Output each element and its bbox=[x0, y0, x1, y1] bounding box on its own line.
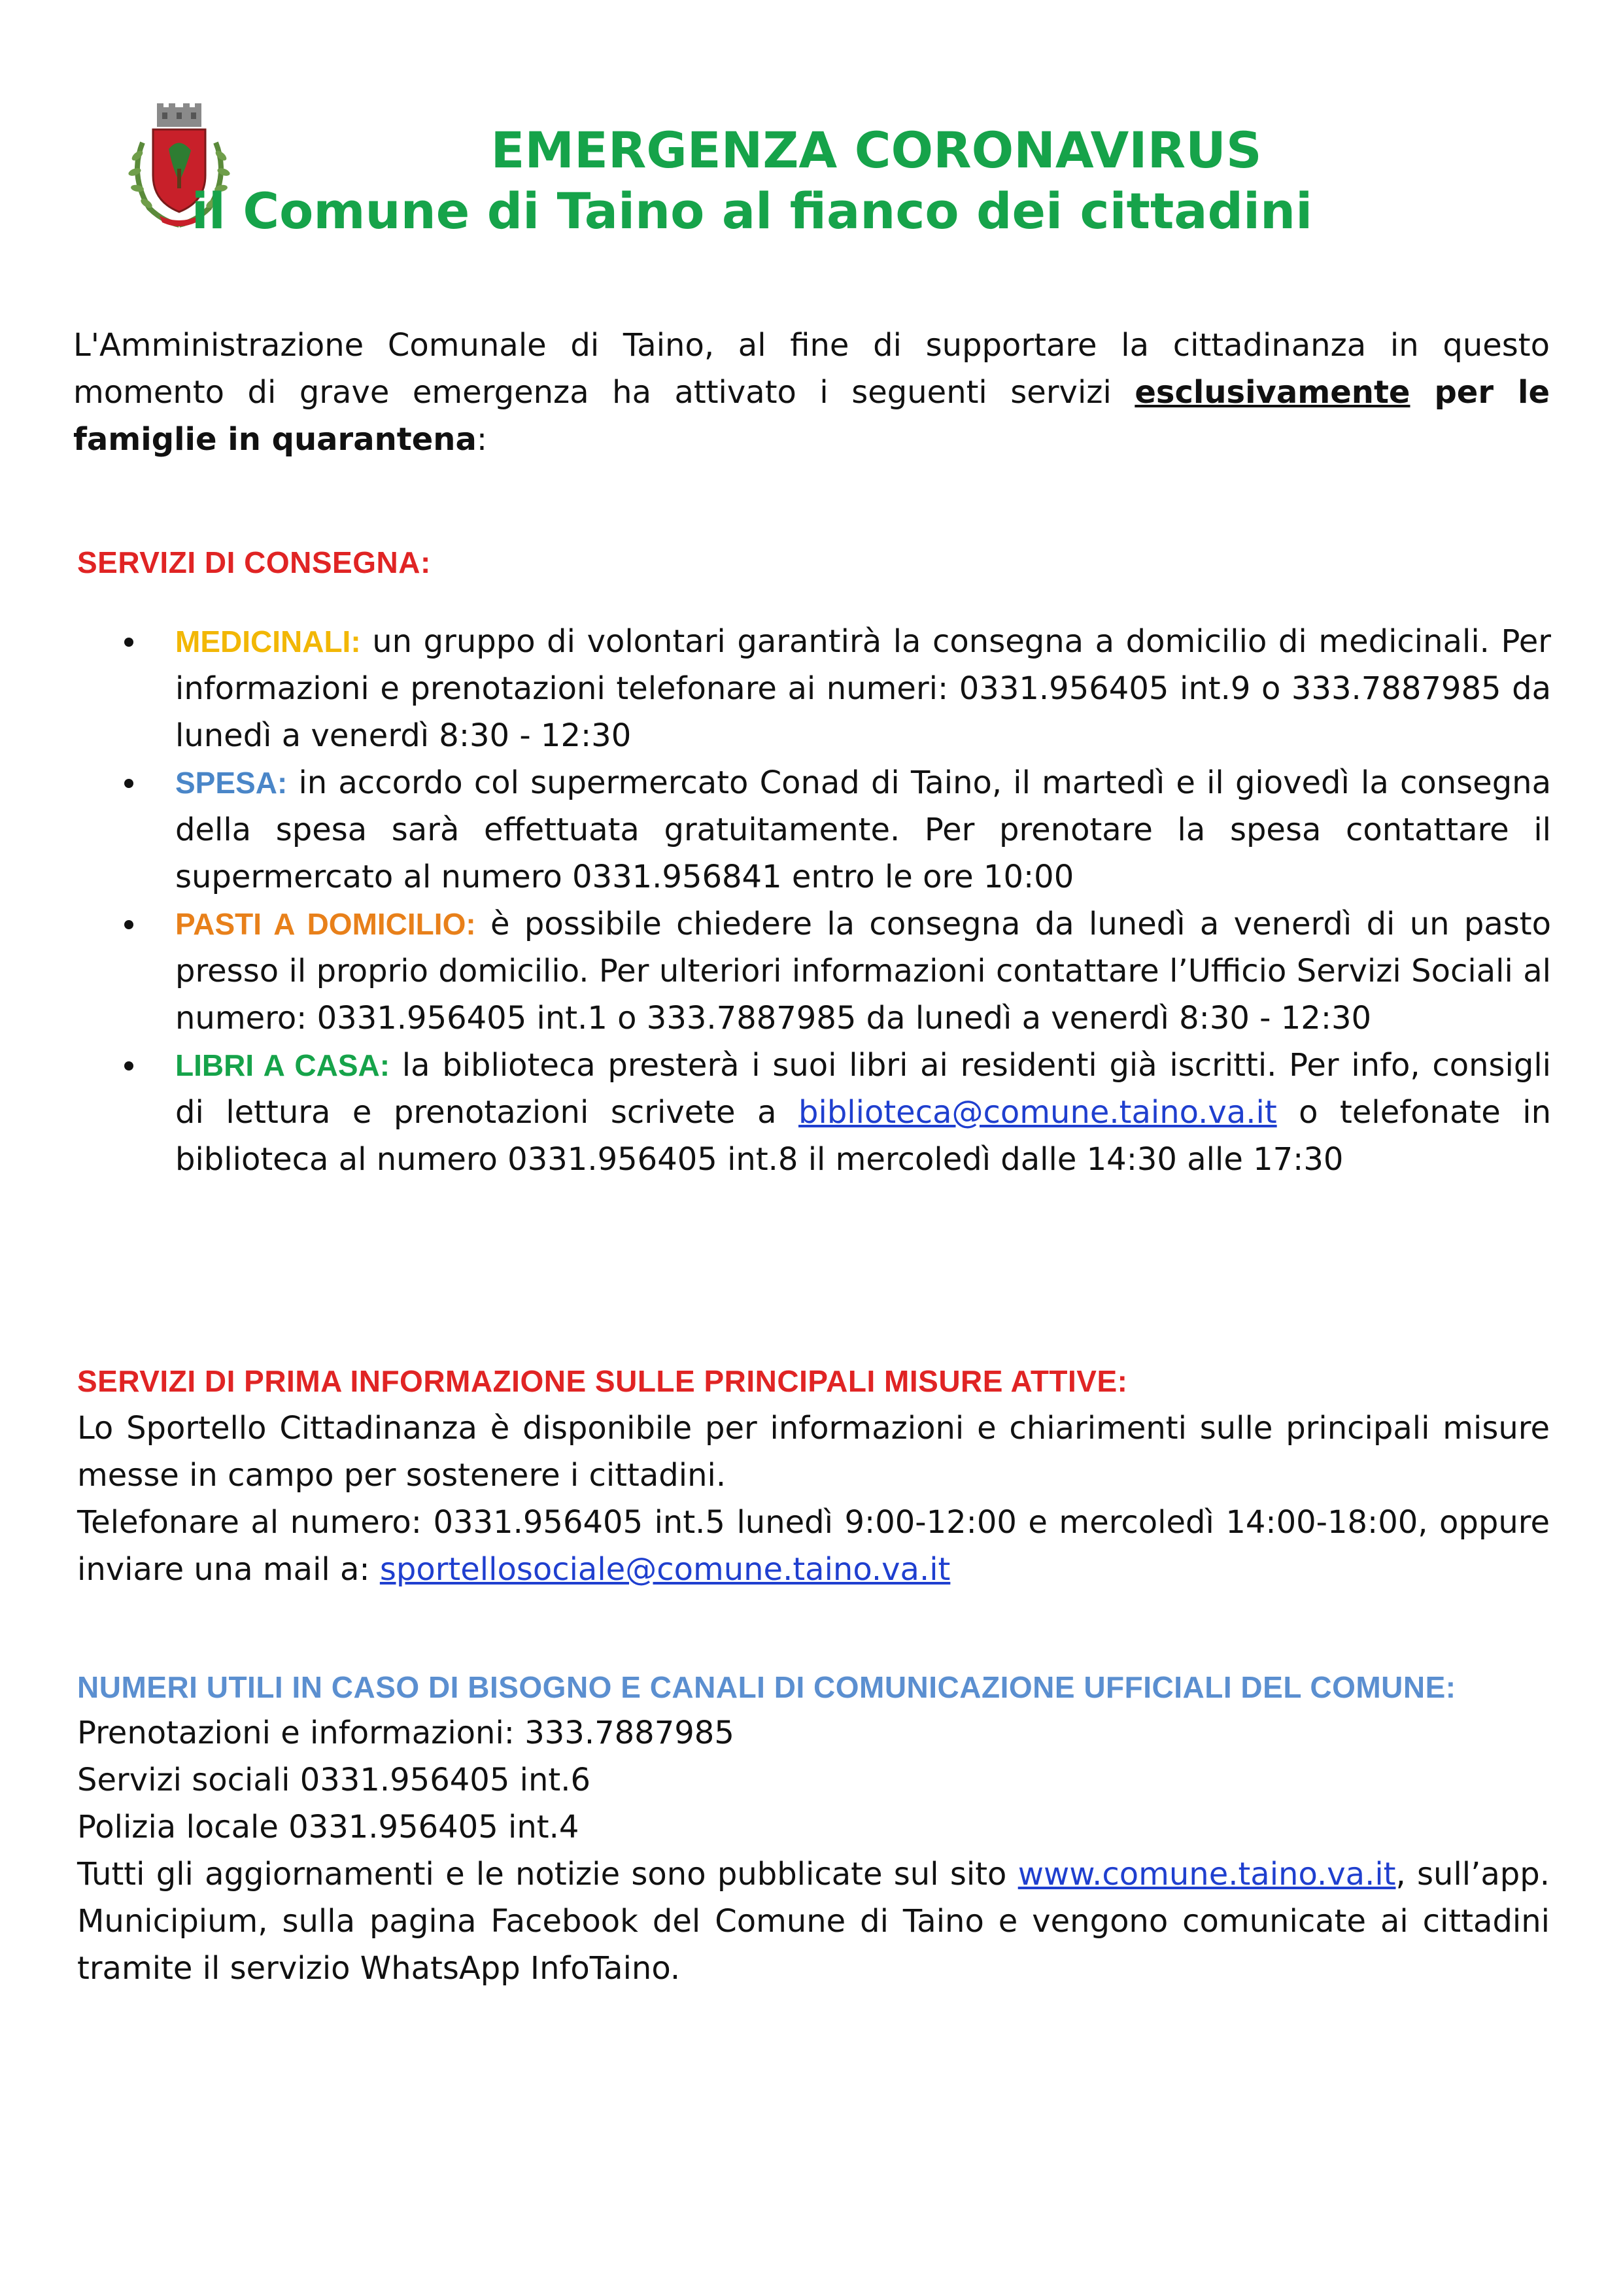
website-link[interactable]: www.comune.taino.va.it bbox=[1017, 1856, 1396, 1893]
biblioteca-email-link[interactable]: biblioteca@comune.taino.va.it bbox=[798, 1094, 1277, 1131]
prima-paragraph-1: Lo Sportello Cittadinanza è disponibile per informazioni e chiarimenti sulle principali misure messe in campo per sostenere i cittadini. bbox=[77, 1410, 1550, 1494]
sportello-email-link[interactable]: sportellosociale@comune.taino.va.it bbox=[379, 1551, 951, 1588]
medicinali-label: MEDICINALI: bbox=[175, 625, 361, 659]
intro-emphasis: esclusivamente bbox=[1135, 374, 1410, 411]
numeri-line-1: Prenotazioni e informazioni: 333.7887985 bbox=[77, 1715, 734, 1751]
numeri-paragraph-before: Tutti gli aggiornamenti e le notizie sono pubblicate sul sito bbox=[77, 1856, 1018, 1893]
list-item-libri bbox=[119, 1042, 1551, 1183]
libri-text-after: o telefonate in biblioteca al numero 0331.956405 int.8 il mercoledì dalle 14:30 alle 17:30 bbox=[175, 1094, 1551, 1178]
numeri-paragraph bbox=[77, 1851, 1550, 1992]
numeri-line-3: Polizia locale 0331.956405 int.4 bbox=[77, 1809, 579, 1845]
pasti-text: è possibile chiedere la consegna da lunedì a venerdì di un pasto presso il proprio domicilio. Per ulteriori informazioni contattare l’Ufficio Servizi Sociali al numero: 0331.956405 int.1 o 333.7887985 da lunedì a venerdì 8:30 - 12:30 bbox=[175, 906, 1551, 1037]
spesa-label: SPESA: bbox=[175, 766, 288, 800]
medicinali-text: un gruppo di volontari garantirà la consegna a domicilio di medicinali. Per informazioni e prenotazioni telefonare ai numeri: 0331.956405 int.9 o 333.7887985 da lunedì a venerdì 8:30 - 12:30 bbox=[175, 623, 1551, 754]
spesa-text: in accordo col supermercato Conad di Taino, il martedì e il giovedì la consegna della spesa sarà effettuata gratuitamente. Per prenotare la spesa contattare il supermercato al numero 0331.956841 entro le ore 10:00 bbox=[175, 764, 1551, 895]
list-item-pasti bbox=[119, 900, 1551, 1042]
prima-paragraph-2 bbox=[77, 1499, 1550, 1593]
bullet-icon bbox=[124, 779, 133, 788]
bullet-icon bbox=[124, 920, 133, 929]
bullet-icon bbox=[124, 638, 133, 647]
consegna-list bbox=[119, 618, 1551, 1183]
libri-text-before: la biblioteca presterà i suoi libri ai residenti già iscritti. Per info, consigli di lettura e prenotazioni scrivete a bbox=[175, 1047, 1552, 1131]
pasti-label: PASTI A DOMICILIO: bbox=[175, 907, 476, 941]
intro-end: : bbox=[476, 421, 487, 458]
intro-text: L'Amministrazione Comunale di Taino, al fine di supportare la cittadinanza in questo momento di grave emergenza ha attivato i seguenti servizi bbox=[73, 327, 1550, 411]
numeri-heading: NUMERI UTILI IN CASO DI BISOGNO E CANALI DI COMUNICAZIONE UFFICIALI DEL COMUNE: bbox=[77, 1670, 1456, 1704]
page-title-line1: EMERGENZA CORONAVIRUS bbox=[490, 121, 1262, 179]
prima-paragraph-2-text: Telefonare al numero: 0331.956405 int.5 lunedì 9:00-12:00 e mercoledì 14:00-18:00, oppure inviare una mail a: bbox=[77, 1504, 1550, 1588]
prima-heading: SERVIZI DI PRIMA INFORMAZIONE SULLE PRINCIPALI MISURE ATTIVE: bbox=[77, 1364, 1128, 1398]
numeri-line-2: Servizi sociali 0331.956405 int.6 bbox=[77, 1762, 590, 1798]
page-title-line2: il Comune di Taino al fianco dei cittadini bbox=[191, 182, 1313, 240]
bullet-icon bbox=[124, 1061, 133, 1071]
libri-label: LIBRI A CASA: bbox=[175, 1048, 390, 1082]
intro-paragraph bbox=[73, 322, 1550, 463]
numeri-paragraph-after: , sull’app. Municipium, sulla pagina Facebook del Comune di Taino e vengono comunicate ai cittadini tramite il servizio WhatsApp InfoTaino. bbox=[77, 1856, 1550, 1987]
intro-bold: per le famiglie in quarantena bbox=[73, 374, 1550, 458]
numeri-section bbox=[77, 1709, 1550, 1992]
prima-section bbox=[77, 1405, 1550, 1593]
list-item-spesa bbox=[119, 759, 1551, 900]
list-item-medicinali bbox=[119, 618, 1551, 759]
consegna-heading: SERVIZI DI CONSEGNA: bbox=[77, 545, 431, 579]
